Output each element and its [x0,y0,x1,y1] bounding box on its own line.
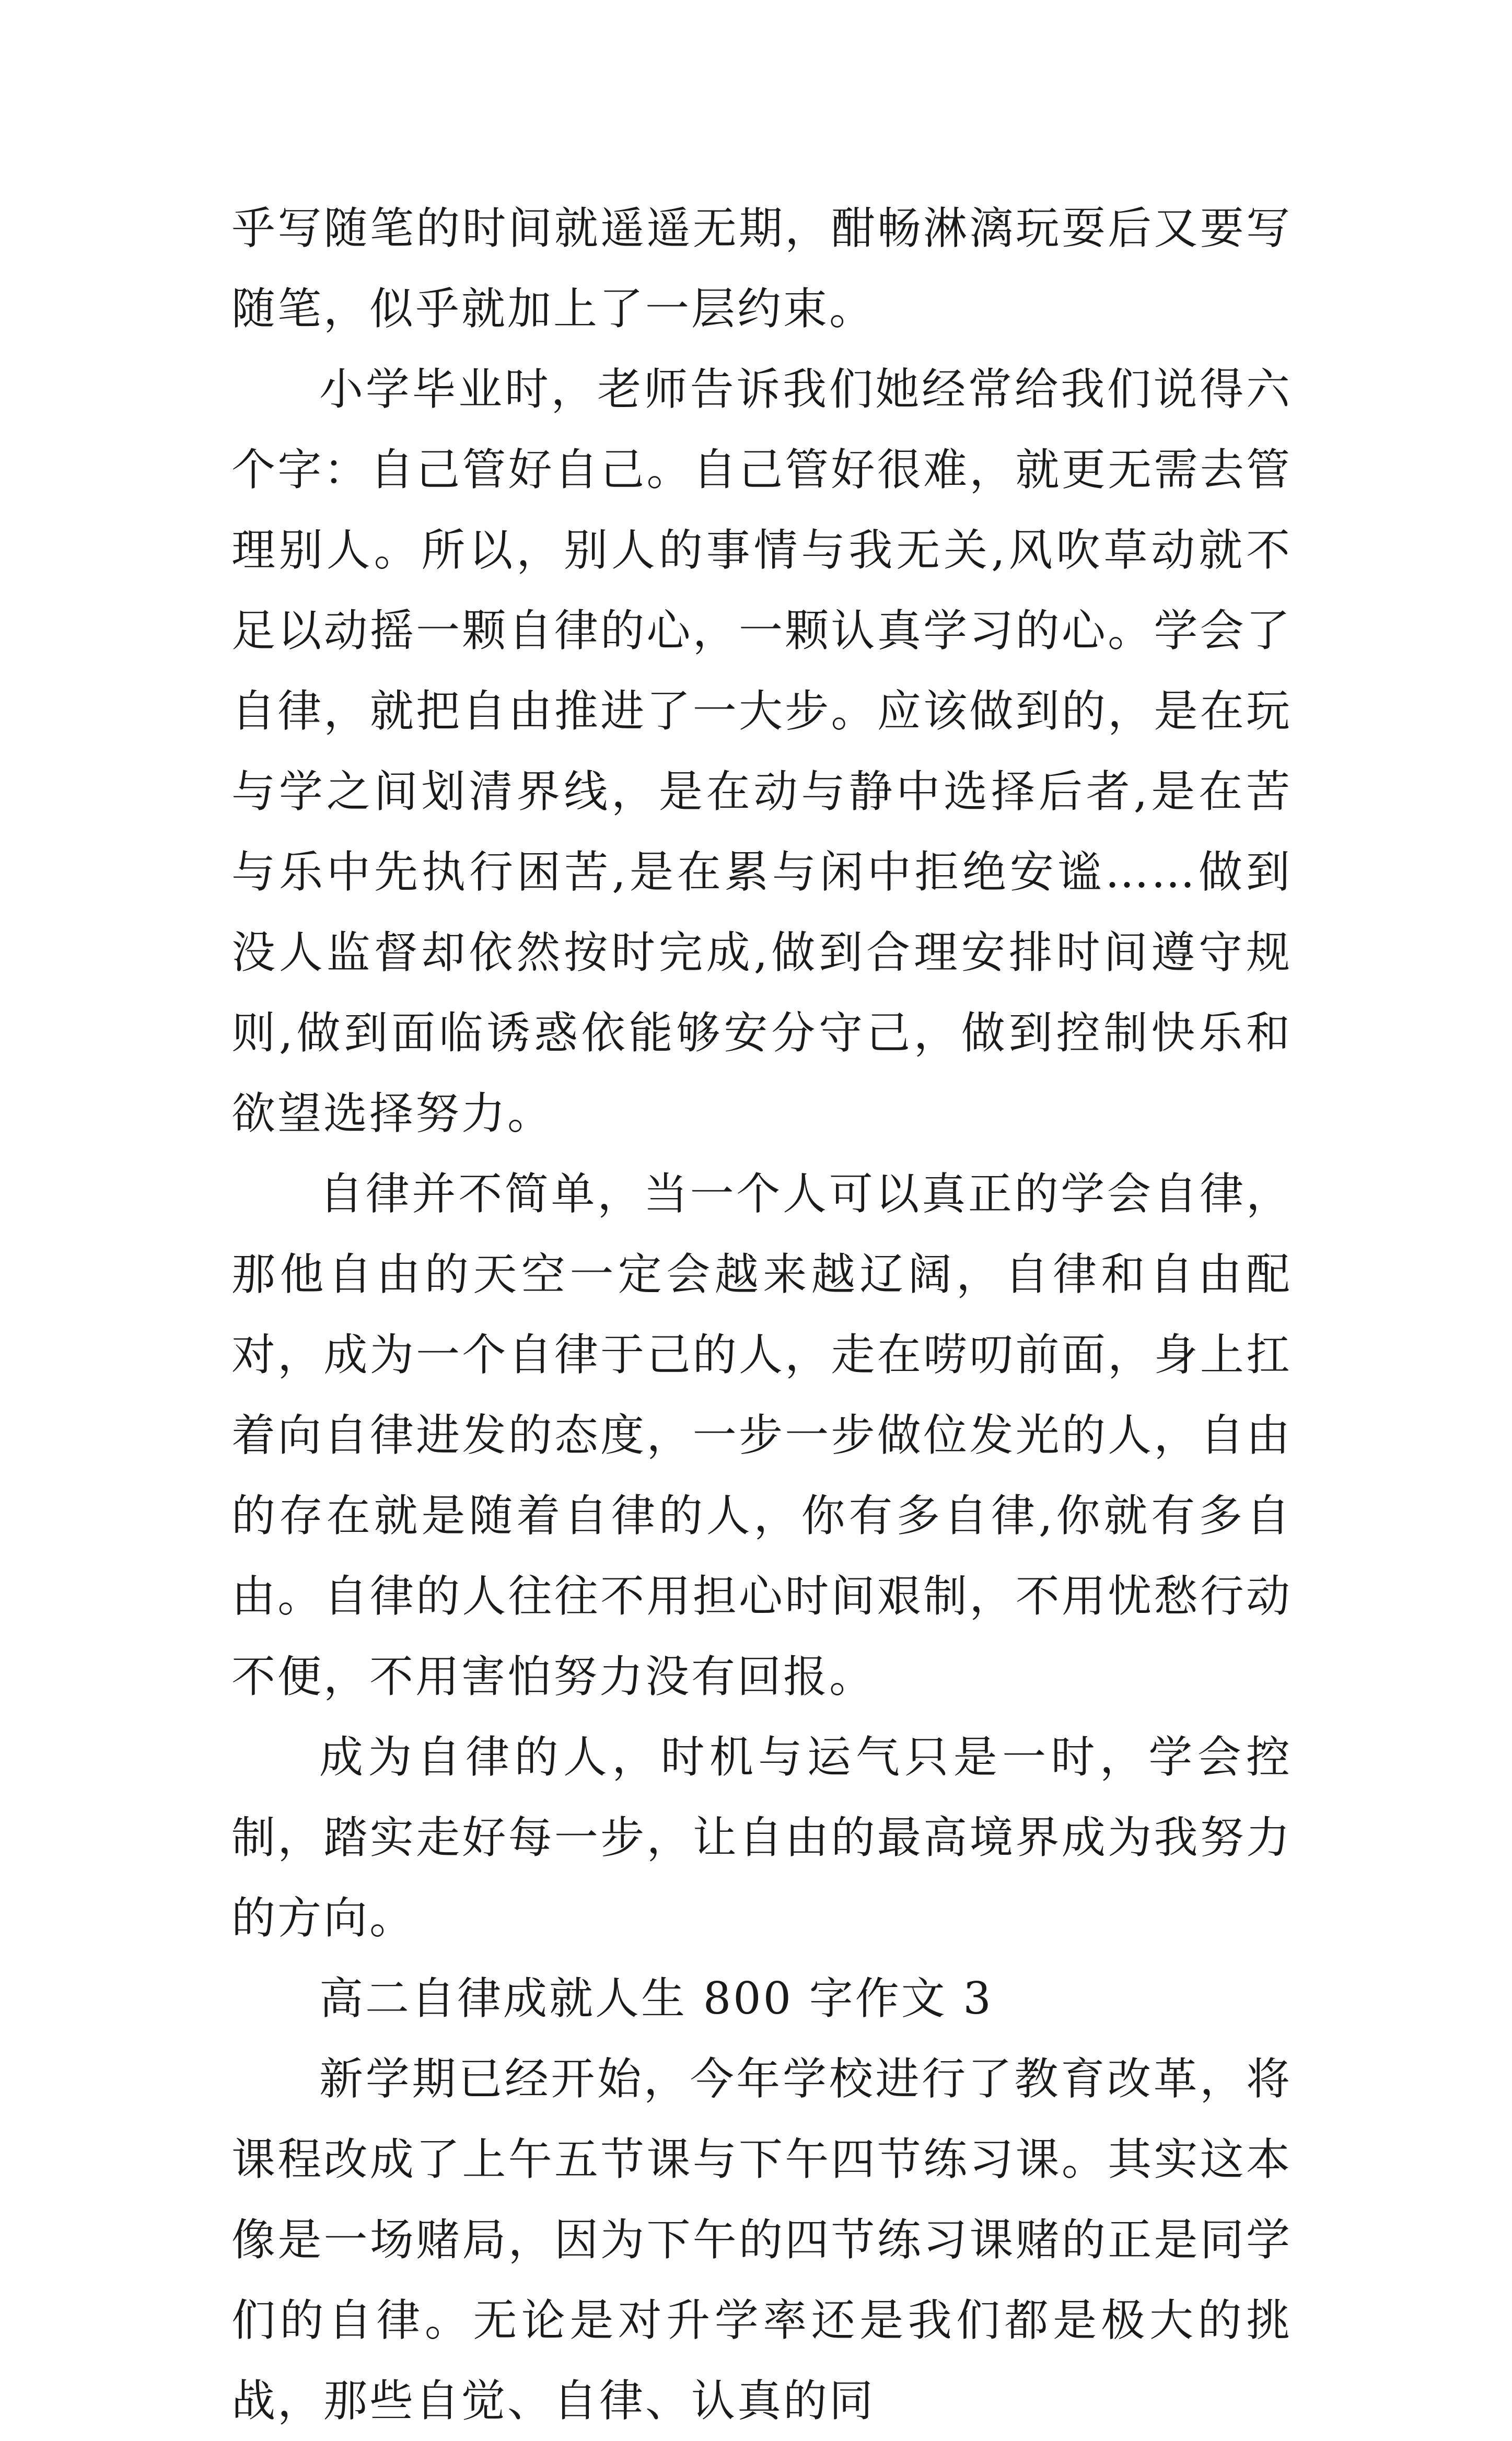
section-heading: 高二自律成就人生 800 字作文 3 [319,1973,993,2024]
paragraph: 成为自律的人，时机与运气只是一时，学会控制，踏实走好每一步，让自由的最高境界成为我努力的方向。 [231,1731,1292,1944]
paragraph: 新学期已经开始，今年学校进行了教育改革，将课程改成了上午五节课与下午四节练习课。其实这本像是一场赌局，因为下午的四节练习课赌的正是同学们的自律。无论是对升学率还是我们都是极大的挑战，那些自觉、自律、认真的同 [231,2053,1292,2426]
paragraph-continuation: 乎写随笔的时间就遥遥无期，酣畅淋漓玩耍后又要写随笔，似乎就加上了一层约束。 [231,203,1292,334]
paragraph: 自律并不简单，当一个人可以真正的学会自律，那他自由的天空一定会越来越辽阔，自律和自由配对，成为一个自律于己的人，走在唠叨前面，身上扛着向自律进发的态度，一步一步做位发光的人，自由的存在就是随着自律的人，你有多自律,你就有多自由。自律的人往往不用担心时间艰制，不用忧愁行动不便，不用害怕努力没有回报。 [231,1168,1292,1702]
document-body [231,188,1292,2441]
paragraph: 小学毕业时，老师告诉我们她经常给我们说得六个字：自己管好自己。自己管好很难，就更无需去管理别人。所以，别人的事情与我无关,风吹草动就不足以动摇一颗自律的心，一颗认真学习的心。学会了自律，就把自由推进了一大步。应该做到的，是在玩与学之间划清界线，是在动与静中选择后者,是在苦与乐中先执行困苦,是在累与闲中拒绝安谧……做到没人监督却依然按时完成,做到合理安排时间遵守规则,做到面临诱惑依能够安分守己，做到控制快乐和欲望选择努力。 [231,364,1292,1139]
